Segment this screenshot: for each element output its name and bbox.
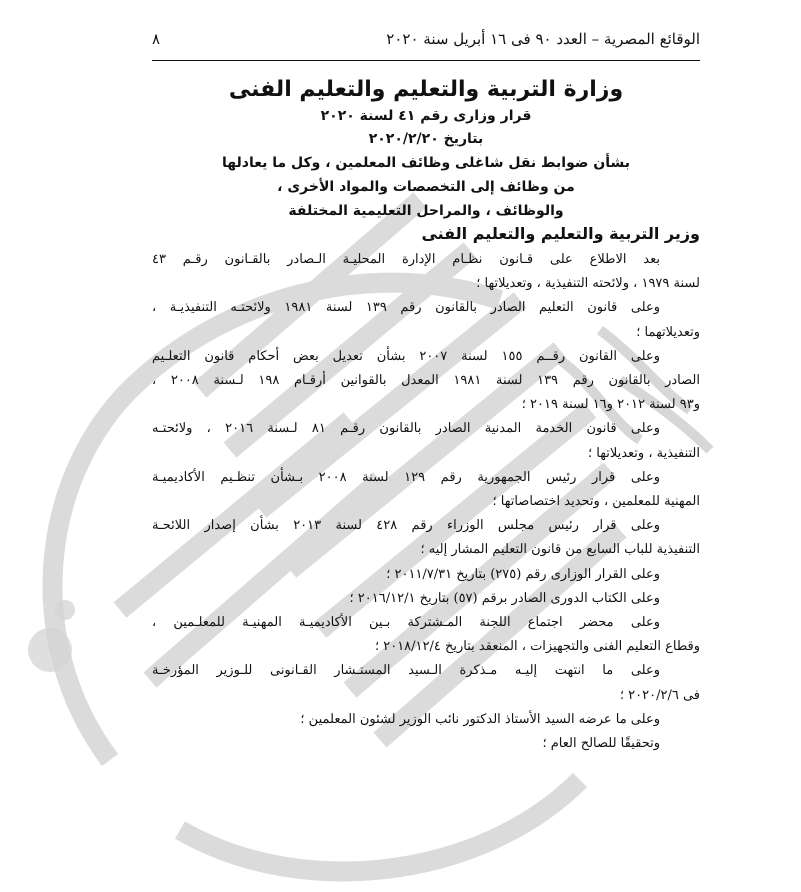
text-line: وعلى قرار رئيس الجمهورية رقم ١٢٩ لسنة ٢٠٠٨ بـشأن تنظـيم الأكاديميـة	[152, 469, 660, 485]
header-divider	[152, 60, 700, 61]
gazette-header-title: الوقائع المصرية – العدد ٩٠ فى ١٦ أبريل سنة ٢٠٢٠	[386, 30, 700, 48]
text-line: وعلى قانون الخدمة المدنية الصادر بالقانون رقـم ٨١ لـسنة ٢٠١٦ ، ولائحتـه	[152, 421, 660, 437]
page-number: ٨	[152, 30, 161, 48]
ministry-title: وزارة التربية والتعليم والتعليم الفنى	[228, 77, 624, 102]
text-line: و٩٣ لسنة ٢٠١٢ و١٦ لسنة ٢٠١٩ ؛	[521, 397, 700, 413]
text-line: وعلى الكتاب الدورى الصادر برقم (٥٧) بتاريخ ٢٠١٦/١٢/١ ؛	[349, 590, 660, 606]
minister-heading: وزير التربية والتعليم والتعليم الفنى	[421, 224, 700, 243]
text-line: وقطاع التعليم الفنى والتجهيزات ، المنعقد بتاريخ ٢٠١٨/١٢/٤ ؛	[374, 639, 700, 655]
decree-preamble	[152, 248, 700, 756]
text-line: لسنة ١٩٧٩ ، ولائحته التنفيذية ، وتعديلاتها ؛	[476, 276, 700, 292]
page-header	[152, 26, 700, 52]
watermark-ring	[180, 780, 580, 871]
page	[152, 26, 700, 756]
text-line: بعد الاطلاع على قـانون نظـام الإدارة المحليـة الـصادر بالقـانون رقـم ٤٣	[152, 252, 660, 267]
text-line: وعلى القرار الوزارى رقم (٢٧٥) بتاريخ ٢٠١١/٧/٣١ ؛	[386, 566, 660, 582]
text-line: فى ٢٠٢٠/٢/٦ ؛	[619, 687, 700, 703]
watermark-emblem	[28, 628, 72, 672]
text-line: المهنية للمعلمين ، وتحديد اختصاصاتها ؛	[492, 494, 700, 510]
decree-subject-line: والوظائف ، والمراحل التعليمية المختلفة	[288, 203, 564, 219]
decree-subject-line: من وظائف إلى التخصصات والمواد الأخرى ،	[277, 179, 575, 195]
text-line: وعلى قانون التعليم الصادر بالقانون رقم ١٣٩ لسنة ١٩٨١ ولائحتـه التنفيذيـة ،	[152, 300, 660, 316]
text-line: التنفيذية للباب السابع من قانون التعليم المشار إليه ؛	[420, 542, 700, 558]
text-line: وتحقيقًا للصالح العام ؛	[542, 736, 660, 752]
text-line: وعلى قرار رئيس مجلس الوزراء رقم ٤٢٨ لسنة ٢٠١٣ بشأن إصدار اللائحـة	[152, 518, 660, 534]
text-line: وعلى القانون رقــم ١٥٥ لسنة ٢٠٠٧ بشأن تعديل بعض أحكام قانون التعلـيم	[152, 348, 661, 364]
text-line: وعلى محضر اجتماع اللجنة المـشتركة بـين الأكاديميـة المهنيـة للمعلـمين ،	[152, 615, 660, 631]
decree-date: بتاريخ ٢٠٢٠/٢/٢٠	[368, 131, 484, 147]
decree-number: قرار وزارى رقم ٤١ لسنة ٢٠٢٠	[320, 108, 532, 124]
text-line: وعلى ما عرضه السيد الأستاذ الدكتور نائب الوزير لشئون المعلمين ؛	[300, 711, 660, 727]
decree-subject-line: بشأن ضوابط نقل شاغلى وظائف المعلمين ، وكل ما يعادلها	[222, 155, 630, 171]
text-line: التنفيذية ، وتعديلاتها ؛	[588, 445, 700, 461]
text-line: الصادر بالقانون رقم ١٣٩ لسنة ١٩٨١ المعدل بالقوانين أرقـام ١٩٨ لـسنة ٢٠٠٨ ،	[152, 373, 700, 389]
text-line: وتعديلاتهما ؛	[636, 324, 700, 340]
watermark-emblem	[55, 600, 75, 620]
text-line: وعلى ما انتهت إليـه مـذكرة الـسيد المستـشار القـانونى للـوزير المؤرخـة	[152, 663, 660, 679]
